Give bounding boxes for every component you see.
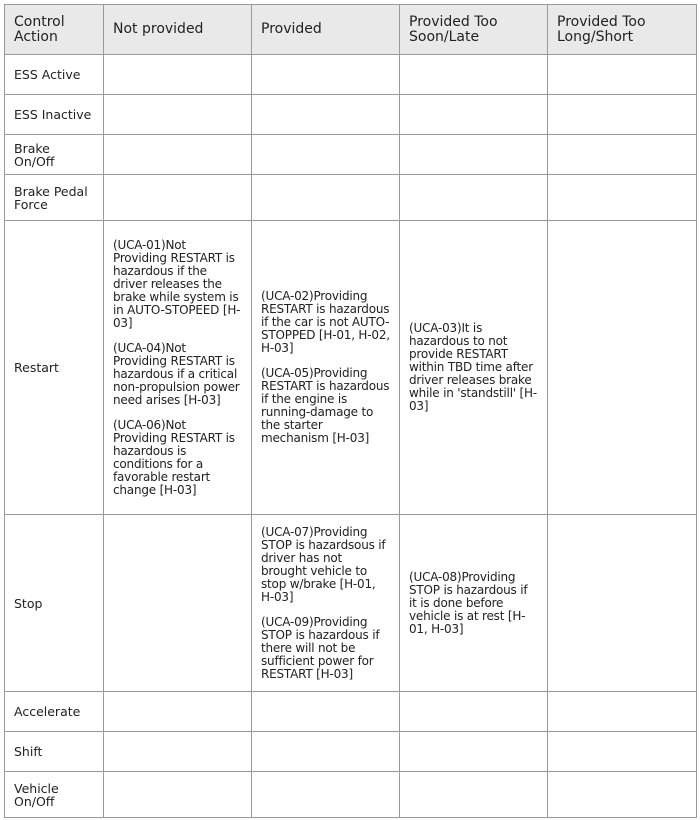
provided-cell [252,135,400,175]
uca-entry: (UCA-06)Not Providing RESTART is hazardous is conditions for a favorable restart change [H-03] [113,417,235,497]
table-row [5,221,697,515]
uca-entry: (UCA-09)Providing STOP is hazardous if there will not be sufficient power for RESTART [H-03] [261,614,380,681]
control-action-cell: Stop [5,515,104,692]
too-long-short-cell [548,175,697,221]
control-action-cell: Restart [5,221,104,515]
control-action-cell: Vehicle On/Off [5,772,104,818]
uca-table [4,4,697,818]
uca-entry: (UCA-02)Providing RESTART is hazardous if the car is not AUTO-STOPPED [H-01, H-02, H-03] [261,289,390,355]
table-row [5,175,697,221]
too-long-short-cell [548,515,697,692]
control-action-cell: ESS Active [5,55,104,95]
too-long-short-cell [548,732,697,772]
provided-cell [252,515,400,692]
provided-cell [252,55,400,95]
provided-cell [252,95,400,135]
uca-entry: (UCA-04)Not Providing RESTART is hazardous if a critical non-propulsion power need arises [H-03] [113,340,240,407]
header-too-soon-late: Provided Too Soon/Late [400,5,548,55]
not-provided-cell [104,515,252,692]
header-not-provided: Not provided [104,5,252,55]
control-action-cell: ESS Inactive [5,95,104,135]
control-action-cell: Accelerate [5,692,104,732]
header-too-long-short: Provided Too Long/Short [548,5,697,55]
uca-entry: (UCA-07)Providing STOP is hazardsous if driver has not brought vehicle to stop w/brake [H-01, H-03] [261,524,386,604]
not-provided-cell [104,692,252,732]
control-action-cell: Brake Pedal Force [5,175,104,221]
control-action-cell: Shift [5,732,104,772]
table-row [5,515,697,692]
table-row [5,95,697,135]
uca-entry: (UCA-01)Not Providing RESTART is hazardous if the driver releases the brake while system is in AUTO-STOPEED [H-03] [113,237,241,330]
too-soon-late-cell [400,95,548,135]
table-row [5,692,697,732]
provided-cell [252,772,400,818]
table-row [5,732,697,772]
uca-entry: (UCA-03)It is hazardous to not provide RESTART within TBD time after driver releases brake while in 'standstill' [H-03] [409,321,537,413]
too-long-short-cell [548,221,697,515]
header-control-action: Control Action [5,5,104,55]
not-provided-cell [104,135,252,175]
too-long-short-cell [548,55,697,95]
too-soon-late-cell [400,732,548,772]
table-row [5,135,697,175]
too-long-short-cell [548,95,697,135]
provided-cell [252,692,400,732]
too-soon-late-cell [400,221,548,515]
control-action-cell: Brake On/Off [5,135,104,175]
too-long-short-cell [548,772,697,818]
not-provided-cell [104,55,252,95]
not-provided-cell [104,732,252,772]
uca-entry: (UCA-05)Providing RESTART is hazardous if the engine is running-damage to the starter mechanism [H-03] [261,366,390,445]
header-provided: Provided [252,5,400,55]
not-provided-cell [104,772,252,818]
provided-cell [252,221,400,515]
too-soon-late-cell [400,692,548,732]
header-row [5,5,697,55]
provided-cell [252,175,400,221]
too-soon-late-cell [400,515,548,692]
too-soon-late-cell [400,135,548,175]
uca-entry: (UCA-08)Providing STOP is hazardous if it is done before vehicle is at rest [H-01, H-03] [409,569,528,636]
table-row [5,772,697,818]
too-soon-late-cell [400,55,548,95]
not-provided-cell [104,95,252,135]
table-header [5,5,697,55]
too-long-short-cell [548,135,697,175]
table-row [5,55,697,95]
provided-cell [252,732,400,772]
too-soon-late-cell [400,175,548,221]
too-long-short-cell [548,692,697,732]
table-body [5,55,697,818]
too-soon-late-cell [400,772,548,818]
not-provided-cell [104,221,252,515]
not-provided-cell [104,175,252,221]
